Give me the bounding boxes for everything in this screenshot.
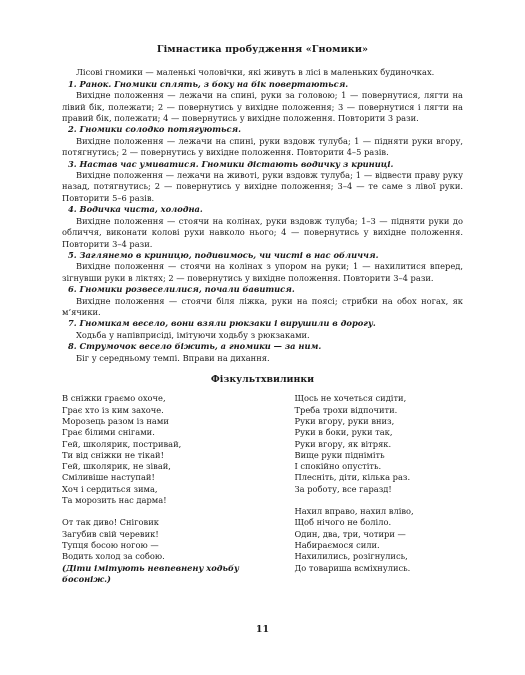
- exercise-section: [62, 318, 463, 341]
- exercise-description: Вихідне положення — лежачи на спині, руки за головою; 1 — повернутися, лягти на лівий бік, полежати; 2 — повернутись у вихідне положення; 3 — повернутися і лягти на правий бік, полежати; 4 — повернутись у вихідне положення. Повторити 3 рази.: [62, 90, 463, 124]
- poem-line: Загубив свій черевик!: [62, 528, 159, 539]
- exercise-title: 7. Гномикам весело, вони взяли рюкзаки і вирушили в дорогу.: [68, 318, 376, 329]
- poem-line: В сніжки граємо охоче,: [62, 393, 166, 404]
- poem-line: Щось не хочеться сидіти,: [294, 393, 407, 404]
- poem-line: Хоч і сердиться зима,: [62, 483, 158, 494]
- poem-line: Та морозить нас дарма!: [62, 495, 167, 506]
- exercise-section: [62, 124, 463, 158]
- poem-line: Руки в боки, руки так,: [294, 427, 393, 438]
- exercise-section: [62, 79, 463, 125]
- poem-line: І спокійно опустіть.: [294, 461, 382, 472]
- page-title: Гімнастика пробудження «Гномики»: [156, 44, 369, 55]
- poem-line: Гей, школярик, постривай,: [62, 438, 182, 449]
- poem-line: От так диво! Сніговик: [62, 517, 159, 528]
- exercise-title: 2. Гномики солодко потягуються.: [68, 124, 241, 135]
- poem-left-column: [62, 393, 254, 585]
- exercise-description: Вихідне положення — стоячи на колінах з упором на руки; 1 — нахилитися вперед, зігнувши руки в ліктях; 2 — повернутись у вихідне положення. Повторити 3–4 рази.: [62, 261, 463, 283]
- poem-line: Руки вгору, як вітряк.: [294, 438, 392, 449]
- poem-line: Щоб нічого не боліло.: [294, 517, 392, 528]
- exercise-section: [62, 341, 463, 364]
- poem-line: Руки вгору, руки вниз,: [294, 415, 395, 426]
- poem-line: Один, два, три, чотири —: [294, 528, 406, 539]
- poem-line: Ти від сніжки не тікай!: [62, 449, 164, 460]
- poem-line: Тупця босою ногою —: [62, 539, 159, 550]
- exercise-description: Ходьба у напівприсіді, імітуючи ходьбу з рюкзаками.: [76, 329, 310, 340]
- poem-line: Грає хто із ким захоче.: [62, 404, 164, 415]
- exercise-description: Вихідне положення — лежачи на животі, руки вздовж тулуба; 1 — відвести праву руку назад, потягнутись; 2 — повернутись у вихідне положення; 3–4 — те саме з лівої руки. Повторити 5–6 разів.: [62, 170, 463, 203]
- stanza-gap: [62, 506, 254, 517]
- poem-line: Нахилились, розігнулись,: [294, 551, 408, 562]
- exercise-description: Біг у середньому темпі. Вправи на дихання.: [76, 352, 270, 363]
- poem-line: Плесніть, діти, кілька раз.: [294, 472, 411, 483]
- poem-line: Треба трохи відпочити.: [294, 404, 398, 415]
- poem-line: Набираємося сили.: [294, 539, 380, 550]
- exercise-title: 1. Ранок. Гномики сплять, з боку на бік повертаються.: [68, 78, 349, 89]
- poem-stage-note: (Діти імітують невпевнену ходьбу босоніж.): [62, 562, 239, 584]
- page-number: 11: [255, 624, 270, 635]
- exercise-section: [62, 204, 463, 250]
- exercise-description: Вихідне положення — стоячи біля ліжка, руки на поясі; стрибки на обох ногах, як м’ячики.: [62, 295, 463, 317]
- poem-line: Сміливіше наступай!: [62, 472, 155, 483]
- poem-line: До товариша всміхнулись.: [294, 562, 411, 573]
- poem-line: Морозець разом із нами: [62, 415, 169, 426]
- section-title-fizkult: Фізкультхвилинки: [210, 373, 315, 385]
- poem-line: Нахил вправо, нахил вліво,: [294, 506, 414, 517]
- poem-line: Водить холод за собою.: [62, 551, 165, 562]
- poem-right-column: [254, 393, 463, 585]
- poem-line: Вище руки підніміть: [294, 449, 385, 460]
- poem-line: За роботу, все гаразд!: [294, 483, 392, 494]
- exercise-title: 8. Струмочок весело біжить, а гномики — за ним.: [68, 341, 322, 352]
- exercise-section: [62, 159, 463, 205]
- exercise-section: [62, 284, 463, 318]
- exercise-title: 5. Заглянемо в криницю, подивимось, чи чисті в нас обличчя.: [68, 249, 379, 260]
- poem-line: Гей, школярик, не зівай,: [62, 461, 171, 472]
- exercise-description: Вихідне положення — лежачи на спині, руки вздовж тулуба; 1 — підняти руки вгору, потягнутись; 2 — повернутись у вихідне положення. Повторити 4–5 разів.: [62, 135, 463, 158]
- exercise-section: [62, 250, 463, 284]
- poem-block: [62, 393, 463, 585]
- intro-paragraph: Лісові гномики — маленькі чоловічки, які живуть в лісі в маленьких будиночках.: [76, 67, 435, 78]
- exercise-title: 3. Настав час умиватися. Гномики дістають водичку з криниці.: [68, 158, 394, 169]
- exercise-list: [62, 79, 463, 364]
- poem-line: Грає білими снігами.: [62, 427, 155, 438]
- exercise-title: 4. Водичка чиста, холодна.: [68, 204, 203, 215]
- exercise-title: 6. Гномики розвеселилися, почали бавитися.: [68, 284, 295, 295]
- exercise-description: Вихідне положення — стоячи на колінах, руки вздовж тулуба; 1–3 — підняти руки до обличчя, виконати колові рухи навколо нього; 4 — повернутись у вихідне положення. Повторити 3–4 рази.: [62, 215, 463, 249]
- stanza-gap: [294, 495, 463, 506]
